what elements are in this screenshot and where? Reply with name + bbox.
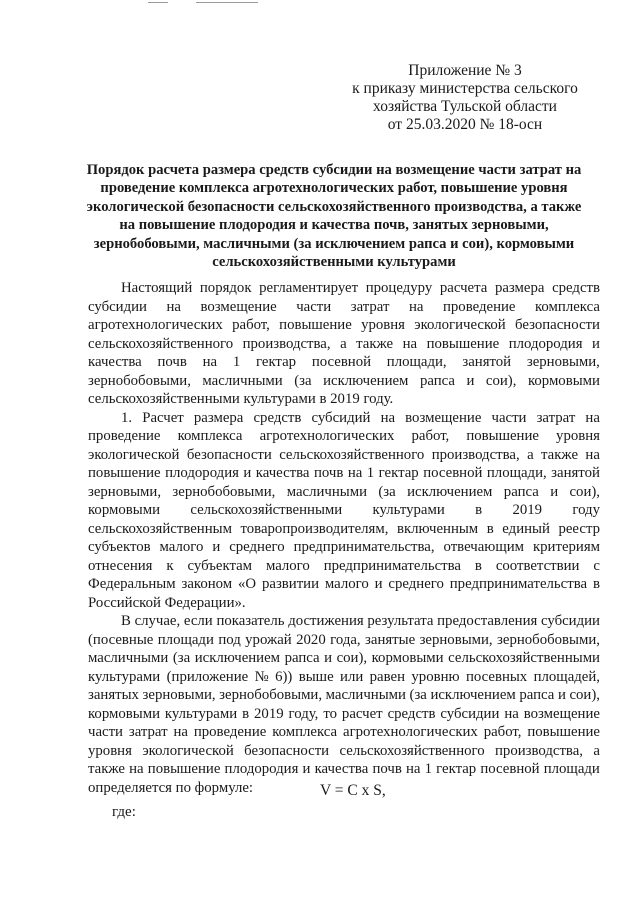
- body-line: экологической безопасности сельскохозяйственного производства, а также на: [88, 446, 600, 463]
- appendix-ministry: хозяйства Тульской области: [373, 98, 557, 115]
- body-line: (посевные площади под урожай 2020 года, занятые зерновыми, зернобобовыми,: [88, 631, 600, 648]
- body-line: сельскохозяйственного производства, а также на повышение плодородия и: [88, 335, 600, 352]
- body-line: сельскохозяйственным товаропроизводителям, включенным в единый реестр: [88, 520, 600, 537]
- body-line: агротехнологических работ, повышение уровня экологической безопасности: [88, 317, 600, 333]
- body-line: повышение плодородия и качества почв на 1 гектар посевной площади, занятой: [88, 465, 600, 481]
- formula: V = C x S,: [320, 782, 386, 799]
- appendix-number: Приложение № 3: [408, 62, 522, 79]
- where-label: где:: [112, 804, 136, 820]
- body-line: сельскохозяйственными культурами в 2019 году.: [88, 391, 394, 407]
- appendix-date: от 25.03.2020 № 18-осн: [387, 116, 543, 133]
- body-line: культурами (приложение № 6)) выше или равен уровню посевных площадей,: [88, 668, 600, 685]
- body-line: кормовыми сельскохозяйственными культурами в 2019 году: [88, 502, 600, 518]
- appendix-order-ref: к приказу министерства сельского: [352, 80, 578, 97]
- title-line: Порядок расчета размера средств субсидии на возмещение части затрат на: [86, 162, 582, 178]
- body-line: субсидии на возмещение части затрат на проведение комплекса: [88, 298, 600, 315]
- body-line: кормовыми культурами в 2019 году, то расчет средств субсидии на возмещение: [88, 705, 600, 722]
- body-line: зерновыми, зернобобовыми, масличными (за исключением рапса и сои),: [88, 483, 600, 500]
- title-line: зернобобовыми, масличными (за исключением рапса и сои), кормовыми: [93, 235, 575, 252]
- body-line: масличными (за исключением рапса и сои), кормовыми сельскохозяйственными: [88, 650, 600, 666]
- body-line: проведение комплекса агротехнологических работ, повышение уровня: [88, 428, 600, 444]
- body-line: субъектов малого и среднего предпринимательства, отвечающим критериям: [88, 539, 600, 555]
- document-body: [88, 279, 600, 797]
- body-line: В случае, если показатель достижения результата предоставления субсидии: [121, 613, 600, 629]
- title-line: экологической безопасности сельскохозяйственного производства, а также: [86, 198, 582, 215]
- body-line: отнесения к субъектам малого предпринимательства в соответствии с: [88, 557, 600, 574]
- body-line: 1. Расчет размера средств субсидий на возмещение части затрат на: [121, 409, 600, 426]
- scan-mark: [196, 2, 258, 3]
- body-line: Настоящий порядок регламентирует процедуру расчета размера средств: [121, 280, 600, 296]
- body-line: занятых зерновыми, зернобобовыми, масличными (за исключением рапса и сои),: [88, 687, 600, 703]
- title-line: проведение комплекса агротехнологических работ, повышение уровня: [100, 180, 568, 197]
- body-line: части затрат на проведение комплекса агротехнологических работ, повышение: [88, 724, 600, 740]
- appendix-header: [340, 62, 590, 134]
- body-line: определяется по формуле:: [88, 779, 254, 796]
- title-line: сельскохозяйственными культурами: [212, 254, 456, 271]
- document-title: [66, 161, 602, 271]
- body-line: Федеральным законом «О развитии малого и среднего предпринимательства в: [88, 576, 600, 592]
- body-line: зернобобовыми, масличными (за исключением рапса и сои), кормовыми: [88, 372, 600, 389]
- body-line: уровня экологической безопасности сельскохозяйственного производства, а: [88, 742, 600, 759]
- body-line: Российской Федерации».: [88, 594, 246, 611]
- body-line: качества почв на 1 гектар посевной площади, занятой зерновыми,: [88, 354, 600, 370]
- body-line: также на повышение плодородия и качества почв на 1 гектар посевной площади: [88, 761, 600, 777]
- title-line: на повышение плодородия и качества почв, занятых зерновыми,: [119, 217, 549, 234]
- scan-mark: [148, 2, 168, 3]
